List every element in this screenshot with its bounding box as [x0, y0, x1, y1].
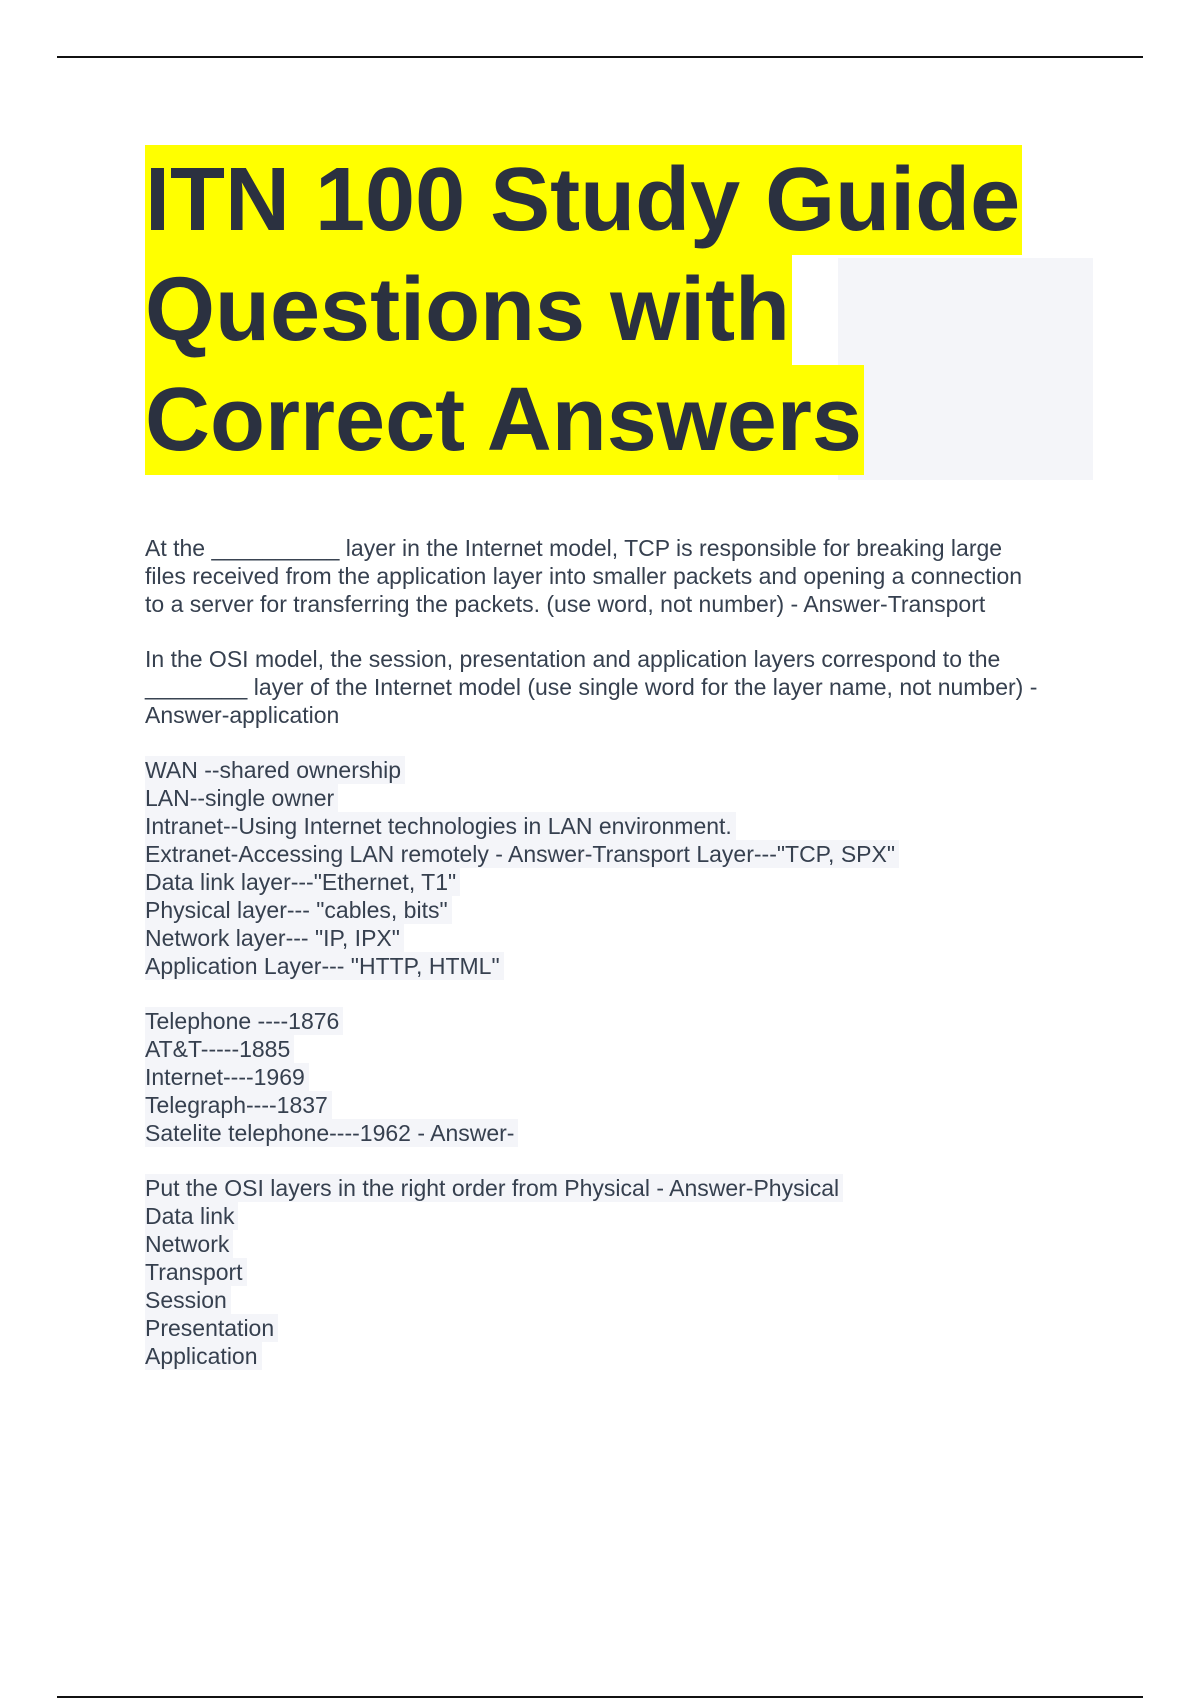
text-line: [145, 1119, 1095, 1147]
text-line: [145, 896, 1095, 924]
text-line-content: AT&T-----1885: [145, 1035, 294, 1063]
text-line: At the __________ layer in the Internet model, TCP is responsible for breaking large: [145, 535, 1003, 561]
text-line-content: Application: [145, 1342, 262, 1370]
text-line: to a server for transferring the packets. (use word, not number) - Answer-Transport: [145, 591, 986, 617]
text-line: [145, 924, 1095, 952]
text-line-content: Network: [145, 1230, 233, 1258]
text-line: [145, 840, 1095, 868]
text-line: [145, 1314, 1095, 1342]
question-paragraph: [145, 534, 1095, 618]
text-line-content: Internet----1969: [145, 1063, 309, 1091]
title-line: Questions with: [145, 255, 792, 365]
text-line: [145, 952, 1095, 980]
document-title: [145, 145, 1095, 475]
text-line-content: Telephone ----1876: [145, 1007, 343, 1035]
question-paragraph: [145, 645, 1095, 729]
text-line: [145, 1007, 1095, 1035]
bottom-rule: [57, 1696, 1143, 1698]
text-line: [145, 868, 1095, 896]
text-line: [145, 756, 1095, 784]
text-line-content: Network layer--- "IP, IPX": [145, 924, 404, 952]
top-rule: [57, 56, 1143, 58]
text-line: [145, 812, 1095, 840]
text-line: [145, 1342, 1095, 1370]
text-line: [145, 1063, 1095, 1091]
text-line: [145, 1286, 1095, 1314]
document-body: [145, 534, 1095, 1397]
text-line: files received from the application layer into smaller packets and opening a connection: [145, 563, 1023, 589]
text-line: [145, 1174, 1095, 1202]
text-line-content: Put the OSI layers in the right order from Physical - Answer-Physical: [145, 1174, 843, 1202]
text-line: [145, 1258, 1095, 1286]
title-line: Correct Answers: [145, 365, 864, 475]
text-line-content: LAN--single owner: [145, 784, 338, 812]
text-line-content: Presentation: [145, 1314, 278, 1342]
text-line-content: Data link layer---"Ethernet, T1": [145, 868, 460, 896]
question-paragraph: [145, 1007, 1095, 1147]
question-paragraph: [145, 1174, 1095, 1370]
text-line: [145, 1091, 1095, 1119]
text-line-content: Satelite telephone----1962 - Answer-: [145, 1119, 518, 1147]
title-line: ITN 100 Study Guide: [145, 145, 1022, 255]
text-line-content: Data link: [145, 1202, 238, 1230]
text-line-content: Telegraph----1837: [145, 1091, 332, 1119]
question-paragraph: [145, 756, 1095, 980]
text-line-content: Physical layer--- "cables, bits": [145, 896, 452, 924]
text-line-content: Session: [145, 1286, 231, 1314]
text-line: ________ layer of the Internet model (use single word for the layer name, not number) -: [145, 674, 1038, 700]
text-line: [145, 784, 1095, 812]
text-line: [145, 1230, 1095, 1258]
text-line-content: Application Layer--- "HTTP, HTML": [145, 952, 504, 980]
text-line: [145, 1035, 1095, 1063]
text-line-content: Transport: [145, 1258, 247, 1286]
text-line: In the OSI model, the session, presentation and application layers correspond to the: [145, 646, 1001, 672]
text-line: Answer-application: [145, 702, 340, 728]
text-line-content: Extranet-Accessing LAN remotely - Answer-Transport Layer---"TCP, SPX": [145, 840, 899, 868]
text-line: [145, 1202, 1095, 1230]
text-line-content: Intranet--Using Internet technologies in LAN environment.: [145, 812, 736, 840]
text-line-content: WAN --shared ownership: [145, 756, 405, 784]
